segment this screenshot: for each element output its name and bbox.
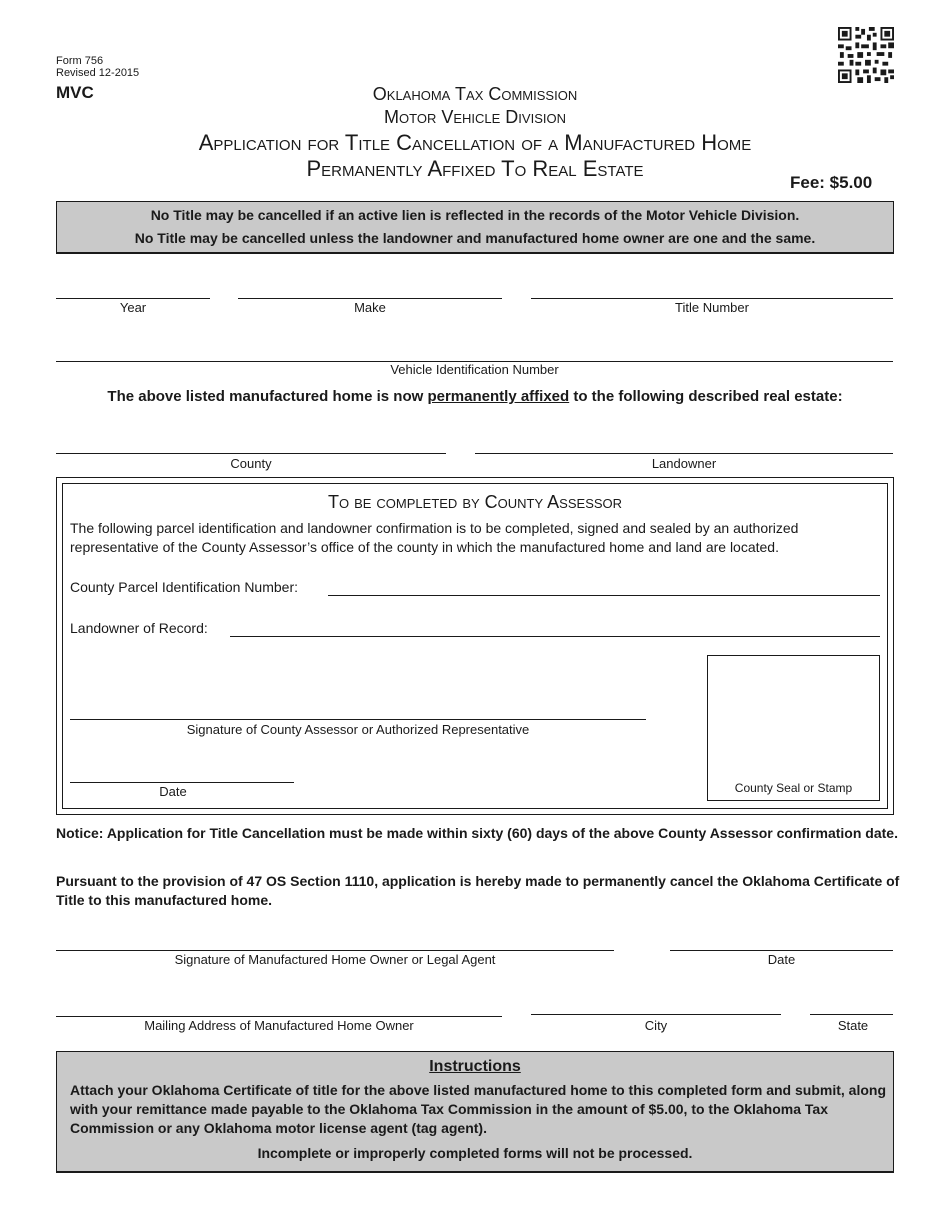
division-name: Motor Vehicle Division: [384, 107, 566, 127]
instructions-body: Attach your Oklahoma Certificate of title for the above listed manufactured home to this completed form and submit, along with your remittance made payable to the Oklahoma Tax Commission in the amount of $5.00, to the Oklahoma Tax Commission or any Oklahoma motor license agent (tag agent).: [70, 1082, 886, 1136]
form-revised: Revised 12-2015: [56, 67, 140, 79]
assessor-signature-field[interactable]: [70, 719, 646, 720]
form-title-line-1: Application for Title Cancellation of a Manufactured Home: [198, 130, 752, 155]
make-label: Make: [354, 300, 386, 315]
parcel-id-field[interactable]: [328, 595, 880, 596]
qr-code-icon: [838, 27, 894, 83]
year-label: Year: [119, 300, 147, 315]
affixed-statement-end: to the following described real estate:: [569, 388, 843, 405]
form-number: Form 756: [56, 55, 104, 67]
affixed-statement-emphasis: permanently affixed: [427, 388, 570, 405]
landowner-label: Landowner: [651, 456, 717, 471]
mailing-address-label: Mailing Address of Manufactured Home Owner: [144, 1018, 414, 1033]
form-title-line-2: Permanently Affixed To Real Estate: [306, 156, 644, 181]
owner-date-field[interactable]: [670, 950, 893, 951]
lien-notice-line-1: No Title may be cancelled if an active lien is reflected in the records of the Motor Vehicle Division.: [150, 207, 800, 223]
instructions-title: Instructions: [429, 1058, 521, 1075]
owner-signature-field[interactable]: [56, 950, 614, 951]
fee-amount: Fee: $5.00: [790, 173, 873, 192]
pursuant-statement: Pursuant to the provision of 47 OS Section 1110, application is hereby made to permanently cancel the Oklahoma Certificate of Title to this manufactured home.: [56, 873, 900, 908]
city-label: City: [644, 1018, 668, 1033]
landowner-of-record-label: Landowner of Record:: [70, 620, 208, 636]
owner-signature-label: Signature of Manufactured Home Owner or Legal Agent: [174, 952, 496, 967]
agency-name: Oklahoma Tax Commission: [372, 84, 578, 104]
state-field[interactable]: [810, 1014, 893, 1015]
parcel-id-label: County Parcel Identification Number:: [70, 579, 298, 595]
instructions-footer: Incomplete or improperly completed forms will not be processed.: [257, 1145, 693, 1161]
lien-notice-line-2: No Title may be cancelled unless the landowner and manufactured home owner are one and the same.: [134, 230, 816, 246]
assessor-description: The following parcel identification and landowner confirmation is to be completed, signed and sealed by an authorized representative of the County Assessor’s office of the county in which the manufactured home and land are located.: [70, 520, 799, 555]
landowner-field[interactable]: [475, 453, 893, 454]
lien-notice-box: [56, 201, 894, 254]
title-number-field[interactable]: [531, 298, 893, 299]
county-seal-box[interactable]: [707, 655, 880, 801]
assessor-section: [62, 483, 888, 809]
make-field[interactable]: [238, 298, 502, 299]
assessor-title: To be completed by County Assessor: [327, 492, 623, 512]
affixed-statement-start: The above listed manufactured home is now: [107, 388, 428, 405]
county-seal-label: County Seal or Stamp: [734, 781, 853, 795]
county-field[interactable]: [56, 453, 446, 454]
assessor-date-field[interactable]: [70, 782, 294, 783]
instructions-box: [56, 1051, 894, 1173]
affixed-statement: [0, 388, 950, 405]
title-number-label: Title Number: [675, 300, 749, 315]
owner-date-label: Date: [767, 952, 796, 967]
form-code: MVC: [56, 83, 94, 102]
city-field[interactable]: [531, 1014, 781, 1015]
assessor-signature-label: Signature of County Assessor or Authorized Representative: [186, 722, 530, 737]
cancellation-deadline-notice: Notice: Application for Title Cancellation must be made within sixty (60) days of the above County Assessor confirmation date.: [56, 825, 898, 841]
county-label: County: [230, 456, 272, 471]
vin-label: Vehicle Identification Number: [390, 362, 559, 377]
landowner-of-record-field[interactable]: [230, 636, 880, 637]
mailing-address-field[interactable]: [56, 1016, 502, 1017]
state-label: State: [837, 1018, 869, 1033]
year-field[interactable]: [56, 298, 210, 299]
assessor-date-label: Date: [159, 784, 187, 799]
